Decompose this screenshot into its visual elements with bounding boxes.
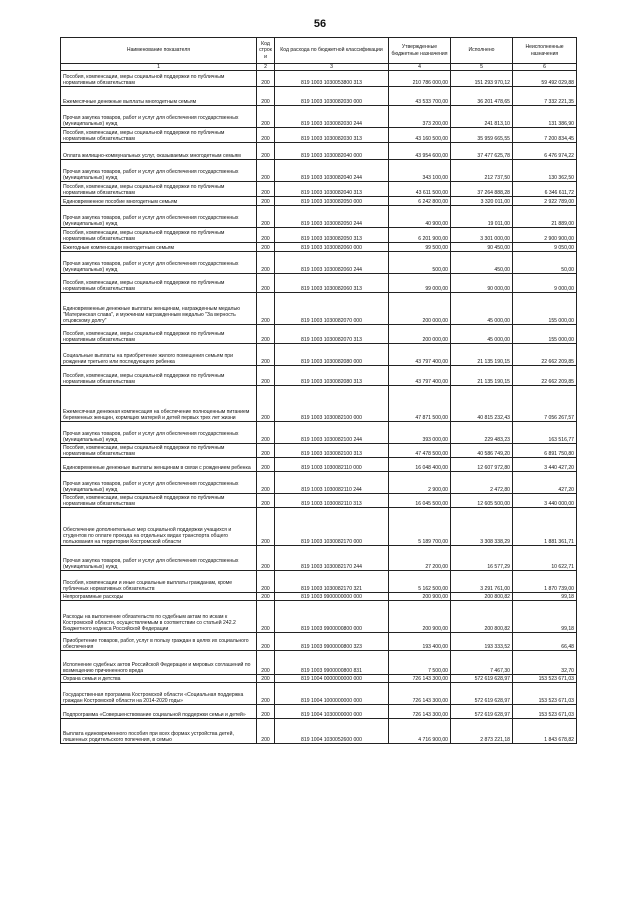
table-row bbox=[61, 571, 577, 593]
row-name-cell: Расходы на выполнение обязательств по судебным актам по искам к Костромской области, осуществляемым в соответствии со статьей 242.2 Бюджетного кодекса Российской Федерации bbox=[61, 601, 257, 633]
row-approved-cell: 200 000,00 bbox=[389, 325, 451, 344]
table-row bbox=[61, 546, 577, 571]
row-kbk-cell: 819 1003 1030082040 000 bbox=[275, 143, 389, 160]
row-name-cell: Единовременные денежные выплаты женщинам, награжденным медалью "Материнская слава", и мужчинам награжденным медалью "За верность отцовскому долгу" bbox=[61, 293, 257, 325]
row-remaining-cell: 155 000,00 bbox=[513, 325, 577, 344]
row-code-cell: 200 bbox=[257, 206, 275, 228]
row-executed-cell: 35 959 665,55 bbox=[451, 128, 513, 143]
row-code-cell: 200 bbox=[257, 87, 275, 106]
row-code-cell: 200 bbox=[257, 705, 275, 719]
table-row bbox=[61, 494, 577, 508]
row-approved-cell: 99 000,00 bbox=[389, 274, 451, 293]
row-code-cell: 200 bbox=[257, 633, 275, 651]
row-kbk-cell: 819 1003 1030082100 313 bbox=[275, 444, 389, 458]
row-approved-cell: 43 611 500,00 bbox=[389, 182, 451, 197]
row-kbk-cell: 819 1004 1030000000 000 bbox=[275, 705, 389, 719]
row-code-cell: 200 bbox=[257, 593, 275, 601]
row-executed-cell: 2 472,80 bbox=[451, 472, 513, 494]
row-approved-cell: 726 143 300,00 bbox=[389, 683, 451, 705]
row-approved-cell: 393 000,00 bbox=[389, 422, 451, 444]
row-remaining-cell: 7 332 221,35 bbox=[513, 87, 577, 106]
row-code-cell: 200 bbox=[257, 386, 275, 422]
row-executed-cell: 90 000,00 bbox=[451, 274, 513, 293]
row-code-cell: 200 bbox=[257, 160, 275, 182]
row-name-cell: Прочая закупка товаров, работ и услуг для обеспечения государственных (муниципальных) нужд bbox=[61, 160, 257, 182]
row-executed-cell: 21 135 190,15 bbox=[451, 344, 513, 366]
row-code-cell: 200 bbox=[257, 472, 275, 494]
table-row bbox=[61, 422, 577, 444]
row-executed-cell: 45 000,00 bbox=[451, 325, 513, 344]
row-code-cell: 200 bbox=[257, 675, 275, 683]
table-row bbox=[61, 508, 577, 546]
row-name-cell: Пособия, компенсации, меры социальной поддержки по публичным нормативным обязательствам bbox=[61, 182, 257, 197]
row-kbk-cell: 819 1003 1030082080 313 bbox=[275, 366, 389, 386]
table-row bbox=[61, 344, 577, 366]
row-kbk-cell: 819 1003 1030082030 313 bbox=[275, 128, 389, 143]
row-name-cell: Единовременные денежные выплаты женщинам в связи с рождением ребенка bbox=[61, 458, 257, 472]
row-name-cell: Социальные выплаты на приобретение жилого помещения семьям при рождении третьего или последующего ребенка bbox=[61, 344, 257, 366]
page-number: 56 bbox=[313, 18, 327, 30]
table-row bbox=[61, 651, 577, 675]
row-remaining-cell: 6 476 974,22 bbox=[513, 143, 577, 160]
row-approved-cell: 40 900,00 bbox=[389, 206, 451, 228]
row-kbk-cell: 819 1004 0000000000 000 bbox=[275, 675, 389, 683]
row-code-cell: 200 bbox=[257, 274, 275, 293]
row-name-cell: Пособия, компенсации, меры социальной поддержки по публичным нормативным обязательствам bbox=[61, 494, 257, 508]
row-approved-cell: 373 200,00 bbox=[389, 106, 451, 128]
row-name-cell: Охрана семьи и детства bbox=[61, 675, 257, 683]
row-name-cell: Государственная программа Костромской области «Социальная поддержка граждан Костромской области на 2014-2020 годы» bbox=[61, 683, 257, 705]
table-row bbox=[61, 128, 577, 143]
row-kbk-cell: 819 1004 1000000000 000 bbox=[275, 683, 389, 705]
row-name-cell: Пособия, компенсации, меры социальной поддержки по публичным нормативным обязательствам bbox=[61, 128, 257, 143]
row-kbk-cell: 819 1003 1030082170 321 bbox=[275, 571, 389, 593]
row-kbk-cell: 819 1003 1030082110 313 bbox=[275, 494, 389, 508]
row-code-cell: 200 bbox=[257, 683, 275, 705]
row-kbk-cell: 819 1003 9900000800 831 bbox=[275, 651, 389, 675]
table-row bbox=[61, 386, 577, 422]
table-row bbox=[61, 472, 577, 494]
row-approved-cell: 200 000,00 bbox=[389, 293, 451, 325]
row-approved-cell: 726 143 300,00 bbox=[389, 675, 451, 683]
row-approved-cell: 210 786 000,00 bbox=[389, 71, 451, 87]
row-approved-cell: 43 797 400,00 bbox=[389, 366, 451, 386]
column-header-name: Наименование показателя bbox=[61, 38, 257, 64]
row-remaining-cell: 22 662 209,85 bbox=[513, 344, 577, 366]
row-approved-cell: 6 242 800,00 bbox=[389, 197, 451, 206]
row-remaining-cell: 2 922 789,00 bbox=[513, 197, 577, 206]
row-code-cell: 200 bbox=[257, 546, 275, 571]
row-remaining-cell: 21 889,00 bbox=[513, 206, 577, 228]
row-code-cell: 200 bbox=[257, 494, 275, 508]
row-remaining-cell: 153 523 671,03 bbox=[513, 683, 577, 705]
row-approved-cell: 2 900,00 bbox=[389, 472, 451, 494]
row-kbk-cell: 819 1003 1030082050 000 bbox=[275, 197, 389, 206]
table-row bbox=[61, 444, 577, 458]
row-kbk-cell: 819 1003 1030082050 244 bbox=[275, 206, 389, 228]
row-kbk-cell: 819 1003 9900000800 323 bbox=[275, 633, 389, 651]
row-approved-cell: 16 045 500,00 bbox=[389, 494, 451, 508]
row-code-cell: 200 bbox=[257, 601, 275, 633]
row-kbk-cell: 819 1003 1030082100 000 bbox=[275, 386, 389, 422]
row-executed-cell: 200 800,82 bbox=[451, 601, 513, 633]
table-header-row bbox=[61, 38, 577, 64]
row-name-cell: Пособия, компенсации, меры социальной поддержки по публичным нормативным обязательствам bbox=[61, 325, 257, 344]
table-row bbox=[61, 206, 577, 228]
row-kbk-cell: 819 1003 1030082080 000 bbox=[275, 344, 389, 366]
row-executed-cell: 193 333,52 bbox=[451, 633, 513, 651]
table-row bbox=[61, 633, 577, 651]
row-approved-cell: 43 160 500,00 bbox=[389, 128, 451, 143]
table-row bbox=[61, 252, 577, 274]
column-index: 5 bbox=[451, 64, 513, 71]
row-approved-cell: 200 900,00 bbox=[389, 593, 451, 601]
row-name-cell: Пособия, компенсации, меры социальной поддержки по публичным нормативным обязательствам bbox=[61, 228, 257, 243]
table-row bbox=[61, 106, 577, 128]
table-row bbox=[61, 366, 577, 386]
table-row bbox=[61, 325, 577, 344]
row-approved-cell: 500,00 bbox=[389, 252, 451, 274]
row-remaining-cell: 153 523 671,03 bbox=[513, 705, 577, 719]
row-kbk-cell: 819 1003 1030082030 000 bbox=[275, 87, 389, 106]
row-code-cell: 200 bbox=[257, 293, 275, 325]
row-code-cell: 200 bbox=[257, 71, 275, 87]
column-header-kbk: Код расхода по бюджетной классификации bbox=[275, 38, 389, 64]
budget-execution-table bbox=[60, 37, 577, 744]
row-kbk-cell: 819 1003 9900000000 000 bbox=[275, 593, 389, 601]
row-executed-cell: 21 135 190,15 bbox=[451, 366, 513, 386]
row-kbk-cell: 819 1003 1030082070 313 bbox=[275, 325, 389, 344]
row-name-cell: Исполнение судебных актов Российской Федерации и мировых соглашений по возмещению причиненного вреда bbox=[61, 651, 257, 675]
row-executed-cell: 450,00 bbox=[451, 252, 513, 274]
row-kbk-cell: 819 1003 1030082110 244 bbox=[275, 472, 389, 494]
row-remaining-cell: 9 000,00 bbox=[513, 274, 577, 293]
table-row bbox=[61, 293, 577, 325]
row-name-cell: Оплата жилищно-коммунальных услуг, оказываемых многодетным семьям bbox=[61, 143, 257, 160]
row-executed-cell: 36 201 478,65 bbox=[451, 87, 513, 106]
row-code-cell: 200 bbox=[257, 422, 275, 444]
row-executed-cell: 3 301 000,00 bbox=[451, 228, 513, 243]
row-approved-cell: 193 400,00 bbox=[389, 633, 451, 651]
row-remaining-cell: 7 200 834,45 bbox=[513, 128, 577, 143]
row-code-cell: 200 bbox=[257, 325, 275, 344]
row-executed-cell: 37 477 625,78 bbox=[451, 143, 513, 160]
row-approved-cell: 343 100,00 bbox=[389, 160, 451, 182]
row-remaining-cell: 3 440 427,20 bbox=[513, 458, 577, 472]
row-approved-cell: 99 500,00 bbox=[389, 243, 451, 252]
row-kbk-cell: 819 1003 1030082070 000 bbox=[275, 293, 389, 325]
row-code-cell: 200 bbox=[257, 252, 275, 274]
table-body bbox=[61, 71, 577, 744]
row-code-cell: 200 bbox=[257, 444, 275, 458]
row-name-cell: Обеспечение дополнительных мер социальной поддержки учащихся и студентов по оплате проезда на отдельных видах транспорта общего пользования на территории Костромской области bbox=[61, 508, 257, 546]
column-index: 1 bbox=[61, 64, 257, 71]
table-row bbox=[61, 705, 577, 719]
column-header-remaining: Неисполненные назначения bbox=[513, 38, 577, 64]
row-approved-cell: 4 716 900,00 bbox=[389, 719, 451, 744]
table-row bbox=[61, 601, 577, 633]
row-executed-cell: 12 607 972,80 bbox=[451, 458, 513, 472]
row-name-cell: Ежемесячная денежная компенсация на обеспечение полноценным питанием беременных женщин, кормящих матерей и детей первых трех лет жизни bbox=[61, 386, 257, 422]
column-header-approved: Утвержденные бюджетные назначения bbox=[389, 38, 451, 64]
row-executed-cell: 2 873 221,18 bbox=[451, 719, 513, 744]
row-name-cell: Пособия, компенсации, меры социальной поддержки по публичным нормативным обязательствам bbox=[61, 366, 257, 386]
row-name-cell: Пособия, компенсации, меры социальной поддержки по публичным нормативным обязательствам bbox=[61, 274, 257, 293]
row-executed-cell: 3 320 011,00 bbox=[451, 197, 513, 206]
table-row bbox=[61, 593, 577, 601]
row-executed-cell: 40 586 749,20 bbox=[451, 444, 513, 458]
row-executed-cell: 37 264 888,28 bbox=[451, 182, 513, 197]
row-kbk-cell: 819 1003 1030082060 313 bbox=[275, 274, 389, 293]
row-executed-cell: 19 011,00 bbox=[451, 206, 513, 228]
column-index: 4 bbox=[389, 64, 451, 71]
row-approved-cell: 47 871 500,00 bbox=[389, 386, 451, 422]
row-kbk-cell: 819 1003 1030082060 000 bbox=[275, 243, 389, 252]
row-remaining-cell: 131 386,90 bbox=[513, 106, 577, 128]
row-remaining-cell: 6 346 611,72 bbox=[513, 182, 577, 197]
row-code-cell: 200 bbox=[257, 128, 275, 143]
row-kbk-cell: 819 1003 1030082170 244 bbox=[275, 546, 389, 571]
row-remaining-cell: 1 881 361,71 bbox=[513, 508, 577, 546]
row-executed-cell: 241 813,10 bbox=[451, 106, 513, 128]
row-name-cell: Приобретение товаров, работ, услуг в пользу граждан в целях их социального обеспечения bbox=[61, 633, 257, 651]
row-remaining-cell: 99,18 bbox=[513, 601, 577, 633]
table-row bbox=[61, 71, 577, 87]
row-code-cell: 200 bbox=[257, 571, 275, 593]
row-remaining-cell: 2 900 900,00 bbox=[513, 228, 577, 243]
row-remaining-cell: 153 523 671,03 bbox=[513, 675, 577, 683]
row-name-cell: Прочая закупка товаров, работ и услуг для обеспечения государственных (муниципальных) нужд bbox=[61, 422, 257, 444]
column-index-row bbox=[61, 64, 577, 71]
row-name-cell: Прочая закупка товаров, работ и услуг для обеспечения государственных (муниципальных) нужд bbox=[61, 206, 257, 228]
row-executed-cell: 3 291 761,00 bbox=[451, 571, 513, 593]
row-name-cell: Выплата единовременного пособия при всех формах устройства детей, лишенных родительского попечения, в семью bbox=[61, 719, 257, 744]
row-approved-cell: 43 954 600,00 bbox=[389, 143, 451, 160]
row-executed-cell: 572 619 628,97 bbox=[451, 705, 513, 719]
row-approved-cell: 43 533 700,00 bbox=[389, 87, 451, 106]
row-name-cell: Ежемесячные денежные выплаты многодетным семьям bbox=[61, 87, 257, 106]
row-kbk-cell: 819 1003 1030082100 244 bbox=[275, 422, 389, 444]
row-executed-cell: 572 619 628,97 bbox=[451, 683, 513, 705]
table-row bbox=[61, 197, 577, 206]
row-name-cell: Пособия, компенсации, меры социальной поддержки по публичным нормативным обязательствам bbox=[61, 444, 257, 458]
row-name-cell: Прочая закупка товаров, работ и услуг для обеспечения государственных (муниципальных) нужд bbox=[61, 472, 257, 494]
row-code-cell: 200 bbox=[257, 366, 275, 386]
row-executed-cell: 90 450,00 bbox=[451, 243, 513, 252]
table-row bbox=[61, 182, 577, 197]
row-kbk-cell: 819 1003 1030053800 313 bbox=[275, 71, 389, 87]
row-code-cell: 200 bbox=[257, 651, 275, 675]
row-remaining-cell: 163 516,77 bbox=[513, 422, 577, 444]
row-approved-cell: 5 189 700,00 bbox=[389, 508, 451, 546]
row-approved-cell: 726 143 300,00 bbox=[389, 705, 451, 719]
row-code-cell: 200 bbox=[257, 228, 275, 243]
row-code-cell: 200 bbox=[257, 344, 275, 366]
table-row bbox=[61, 243, 577, 252]
row-remaining-cell: 9 050,00 bbox=[513, 243, 577, 252]
row-code-cell: 200 bbox=[257, 243, 275, 252]
row-name-cell: Прочая закупка товаров, работ и услуг для обеспечения государственных (муниципальных) нужд bbox=[61, 252, 257, 274]
row-executed-cell: 200 800,82 bbox=[451, 593, 513, 601]
table-row bbox=[61, 675, 577, 683]
row-kbk-cell: 819 1003 1030082110 000 bbox=[275, 458, 389, 472]
row-code-cell: 200 bbox=[257, 143, 275, 160]
row-code-cell: 200 bbox=[257, 508, 275, 546]
row-remaining-cell: 1 843 678,82 bbox=[513, 719, 577, 744]
table-row bbox=[61, 228, 577, 243]
row-executed-cell: 40 815 232,43 bbox=[451, 386, 513, 422]
row-approved-cell: 43 797 400,00 bbox=[389, 344, 451, 366]
row-code-cell: 200 bbox=[257, 182, 275, 197]
column-index: 2 bbox=[257, 64, 275, 71]
row-remaining-cell: 99,18 bbox=[513, 593, 577, 601]
row-executed-cell: 572 619 628,97 bbox=[451, 675, 513, 683]
row-name-cell: Ежегодные компенсации многодетным семьям bbox=[61, 243, 257, 252]
row-remaining-cell: 7 056 267,57 bbox=[513, 386, 577, 422]
table-row bbox=[61, 719, 577, 744]
row-name-cell: Единовременное пособие многодетным семьям bbox=[61, 197, 257, 206]
row-executed-cell: 212 737,50 bbox=[451, 160, 513, 182]
row-approved-cell: 200 900,00 bbox=[389, 601, 451, 633]
row-remaining-cell: 3 440 000,00 bbox=[513, 494, 577, 508]
column-header-code: Код строк и bbox=[257, 38, 275, 64]
row-executed-cell: 12 605 500,00 bbox=[451, 494, 513, 508]
row-name-cell: Прочая закупка товаров, работ и услуг для обеспечения государственных (муниципальных) нужд bbox=[61, 546, 257, 571]
row-executed-cell: 16 577,29 bbox=[451, 546, 513, 571]
row-remaining-cell: 50,00 bbox=[513, 252, 577, 274]
column-index: 6 bbox=[513, 64, 577, 71]
column-header-executed: Исполнено bbox=[451, 38, 513, 64]
row-name-cell: Пособия, компенсации и иные социальные выплаты гражданам, кроме публичных нормативных обязательств bbox=[61, 571, 257, 593]
row-kbk-cell: 819 1003 1030082030 244 bbox=[275, 106, 389, 128]
row-approved-cell: 5 162 500,00 bbox=[389, 571, 451, 593]
row-remaining-cell: 66,48 bbox=[513, 633, 577, 651]
row-kbk-cell: 819 1004 1030052600 000 bbox=[275, 719, 389, 744]
row-name-cell: Пособия, компенсации, меры социальной поддержки по публичным нормативным обязательствам bbox=[61, 71, 257, 87]
row-name-cell: Непрограммные расходы bbox=[61, 593, 257, 601]
row-kbk-cell: 819 1003 1030082050 313 bbox=[275, 228, 389, 243]
row-remaining-cell: 6 891 750,80 bbox=[513, 444, 577, 458]
row-code-cell: 200 bbox=[257, 197, 275, 206]
row-remaining-cell: 10 622,71 bbox=[513, 546, 577, 571]
column-index: 3 bbox=[275, 64, 389, 71]
row-executed-cell: 229 483,23 bbox=[451, 422, 513, 444]
row-remaining-cell: 32,70 bbox=[513, 651, 577, 675]
row-code-cell: 200 bbox=[257, 106, 275, 128]
row-code-cell: 200 bbox=[257, 719, 275, 744]
row-executed-cell: 151 293 970,12 bbox=[451, 71, 513, 87]
row-approved-cell: 7 500,00 bbox=[389, 651, 451, 675]
row-approved-cell: 27 200,00 bbox=[389, 546, 451, 571]
row-kbk-cell: 819 1003 1030082040 244 bbox=[275, 160, 389, 182]
row-approved-cell: 16 048 400,00 bbox=[389, 458, 451, 472]
row-executed-cell: 7 467,30 bbox=[451, 651, 513, 675]
row-executed-cell: 3 308 338,29 bbox=[451, 508, 513, 546]
table-row bbox=[61, 458, 577, 472]
row-code-cell: 200 bbox=[257, 458, 275, 472]
row-name-cell: Подпрограмма «Совершенствование социальной поддержки семьи и детей» bbox=[61, 705, 257, 719]
row-kbk-cell: 819 1003 1030082170 000 bbox=[275, 508, 389, 546]
row-remaining-cell: 427,20 bbox=[513, 472, 577, 494]
table-row bbox=[61, 274, 577, 293]
row-kbk-cell: 819 1003 1030082060 244 bbox=[275, 252, 389, 274]
row-remaining-cell: 130 362,50 bbox=[513, 160, 577, 182]
row-remaining-cell: 1 870 739,00 bbox=[513, 571, 577, 593]
row-executed-cell: 45 000,00 bbox=[451, 293, 513, 325]
table-row bbox=[61, 143, 577, 160]
table-row bbox=[61, 683, 577, 705]
row-remaining-cell: 22 662 209,85 bbox=[513, 366, 577, 386]
row-kbk-cell: 819 1003 1030082040 313 bbox=[275, 182, 389, 197]
row-name-cell: Прочая закупка товаров, работ и услуг для обеспечения государственных (муниципальных) нужд bbox=[61, 106, 257, 128]
row-remaining-cell: 59 492 029,88 bbox=[513, 71, 577, 87]
table-row bbox=[61, 87, 577, 106]
table-row bbox=[61, 160, 577, 182]
row-approved-cell: 6 201 900,00 bbox=[389, 228, 451, 243]
row-kbk-cell: 819 1003 9900000800 000 bbox=[275, 601, 389, 633]
row-remaining-cell: 155 000,00 bbox=[513, 293, 577, 325]
row-approved-cell: 47 478 500,00 bbox=[389, 444, 451, 458]
